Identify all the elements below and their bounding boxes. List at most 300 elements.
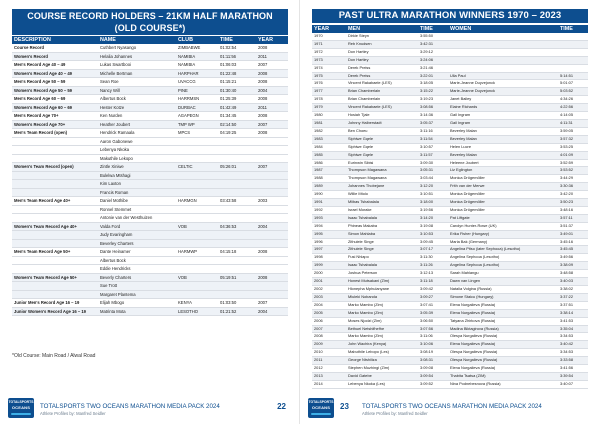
cell-women: Beverley Malan xyxy=(448,135,558,143)
cell-women xyxy=(448,56,558,64)
cell-men-time: 3:19:56 xyxy=(418,206,448,214)
cell-women: Monica Drögemöller xyxy=(448,191,558,199)
cell-men: Mluleki Nobanda xyxy=(346,293,418,301)
cell-year: 1998 xyxy=(312,254,346,262)
cell-year xyxy=(256,188,288,197)
cell-men: Zithulele Singe xyxy=(346,246,418,254)
cell-time xyxy=(218,231,256,240)
cell-men-time: 3:07:56 xyxy=(418,325,448,333)
past-winners-table xyxy=(312,25,588,389)
left-title-line1: COURSE RECORD HOLDERS – 21KM HALF MARATHON xyxy=(27,11,273,21)
cell-women: Marie-Jeanne Duyvejonck xyxy=(448,88,558,96)
cell-year: 1978 xyxy=(312,96,346,104)
table-row xyxy=(312,262,588,270)
cell-men: Vincent Rakabaele (LES) xyxy=(346,80,418,88)
course-record-header-row xyxy=(12,36,288,44)
cell-time: 01:06:03 xyxy=(218,61,256,70)
cell-men-time: 3:11:30 xyxy=(418,254,448,262)
cell-year: 1996 xyxy=(312,238,346,246)
cell-men: Brian Chamberlain xyxy=(346,88,418,96)
cell-name: Makuthile Lekopo xyxy=(98,154,176,163)
cell-women-time: 3:50:23 xyxy=(558,199,588,207)
cell-time: 01:22:48 xyxy=(218,69,256,78)
cell-men-time: 3:19:23 xyxy=(418,96,448,104)
cell-time xyxy=(218,256,256,265)
cell-description: Course Record xyxy=(12,44,98,52)
cell-club xyxy=(176,146,218,155)
table-row xyxy=(312,293,588,301)
cell-year: 2010 xyxy=(312,349,346,357)
cell-men: Mabuthile Lebopo (Les) xyxy=(346,349,418,357)
cell-year: 2008 xyxy=(256,78,288,87)
cell-year: 2011 xyxy=(256,52,288,61)
footer-left xyxy=(0,394,300,424)
cell-men-time: 3:18:05 xyxy=(418,80,448,88)
cell-women: Heleene Joubert xyxy=(448,159,558,167)
cell-description xyxy=(12,231,98,240)
cell-women: Elena Nurgalieva (Russia) xyxy=(448,301,558,309)
cell-men-time: 3:19:08 xyxy=(418,222,448,230)
cell-women-time: 3:52:59 xyxy=(558,159,588,167)
cell-name: Michelle Bertman xyxy=(98,69,176,78)
cell-women: Gail Ingram xyxy=(448,112,558,120)
cell-women: Tatyana Zhirkova (Russia) xyxy=(448,317,558,325)
table-row xyxy=(12,112,288,121)
cell-men: Phineas Makaba xyxy=(346,222,418,230)
course-record-body xyxy=(12,44,288,316)
cell-men-time: 3:11:06 xyxy=(418,333,448,341)
table-row xyxy=(312,301,588,309)
cell-club xyxy=(176,265,218,274)
table-row xyxy=(12,171,288,180)
cell-men: Ben Choeu xyxy=(346,127,418,135)
cell-name: Valda Ford xyxy=(98,222,176,231)
table-row xyxy=(312,214,588,222)
cell-men: Stephen Muzhingi (Zim) xyxy=(346,365,418,373)
cell-year: 2002 xyxy=(312,286,346,294)
cell-men-time: 3:06:50 xyxy=(418,317,448,325)
cell-name: Albertus Bock xyxy=(98,95,176,104)
table-row xyxy=(12,120,288,129)
cell-year: 1973 xyxy=(312,56,346,64)
cell-year: 1992 xyxy=(312,206,346,214)
table-row xyxy=(312,56,588,64)
cell-description xyxy=(12,205,98,214)
table-row xyxy=(12,290,288,299)
cell-women-time: 4:14:05 xyxy=(558,112,588,120)
cell-men: Siphiwe Gqele xyxy=(346,135,418,143)
cell-year: 1971 xyxy=(312,40,346,48)
table-row xyxy=(12,154,288,163)
table-row xyxy=(12,78,288,87)
cell-club xyxy=(176,239,218,248)
cell-women-time: 4:01:09 xyxy=(558,151,588,159)
cell-name: Sean Roe xyxy=(98,78,176,87)
cell-description: Men's Record Age 70+ xyxy=(12,112,98,121)
table-row xyxy=(312,325,588,333)
cell-women-time: 3:51:37 xyxy=(558,222,588,230)
cell-men: Vincent Rakabaele (LES) xyxy=(346,104,418,112)
cell-men-time: 3:14:36 xyxy=(418,112,448,120)
table-row xyxy=(312,286,588,294)
cell-women: Monica Drögemöller xyxy=(448,206,558,214)
cell-women: Madina Biktagirova (Russia) xyxy=(448,325,558,333)
cell-name: Dante Heinamer xyxy=(98,248,176,257)
cell-name: Hester Kotze xyxy=(98,103,176,112)
cell-year: 1993 xyxy=(312,214,346,222)
cell-men-time: 3:07:41 xyxy=(418,301,448,309)
cell-year: 1970 xyxy=(312,33,346,40)
cell-women-time: 3:39:54 xyxy=(558,372,588,380)
wave-icon xyxy=(311,413,331,415)
cell-women: Dawn van Lingen xyxy=(448,278,558,286)
cell-description: Women's Record xyxy=(12,52,98,61)
cell-name: Nancy Will xyxy=(98,86,176,95)
cell-women-time: 3:53:25 xyxy=(558,143,588,151)
cell-year: 1982 xyxy=(312,127,346,135)
cell-club xyxy=(176,180,218,189)
cell-club: VOB xyxy=(176,273,218,282)
cell-club: CELTIC xyxy=(176,163,218,172)
cell-women: Marie-Jeanne Duyvejonck xyxy=(448,80,558,88)
cell-men-time: 3:21:46 xyxy=(418,64,448,72)
cell-women-time: 3:42:20 xyxy=(558,191,588,199)
cell-men: Lebenya Nkoka (Les) xyxy=(346,380,418,388)
cell-women-time: 3:49:01 xyxy=(558,230,588,238)
cell-time: 01:02:54 xyxy=(218,44,256,52)
cell-club: TMP WP xyxy=(176,120,218,129)
table-row xyxy=(312,222,588,230)
cell-time xyxy=(218,282,256,291)
cell-men: Honest Mutsakani (Zim) xyxy=(346,278,418,286)
cell-men-time: 3:09:52 xyxy=(418,380,448,388)
cell-men-time: 3:11:18 xyxy=(418,278,448,286)
cell-year: 1987 xyxy=(312,167,346,175)
cell-men-time: 3:09:54 xyxy=(418,372,448,380)
cell-description xyxy=(12,171,98,180)
cell-description xyxy=(12,282,98,291)
cell-year: 1986 xyxy=(312,159,346,167)
right-title-banner: PAST ULTRA MARATHON WINNERS 1970 – 2023 xyxy=(312,9,588,23)
cell-description: Women's Record Age 60 – 69 xyxy=(12,103,98,112)
cell-year: 2007 xyxy=(312,325,346,333)
cell-women-time: 4:11:31 xyxy=(558,119,588,127)
cell-time: 01:30:40 xyxy=(218,86,256,95)
cell-time xyxy=(218,239,256,248)
cell-club: HARRMSN xyxy=(176,95,218,104)
cell-men: Simon Mahlaba xyxy=(346,230,418,238)
cell-men: Siphiwe Gqele xyxy=(346,151,418,159)
cell-women-time: 3:37:51 xyxy=(558,301,588,309)
cell-name: Beverly Charters xyxy=(98,273,176,282)
cell-description xyxy=(12,290,98,299)
cell-description xyxy=(12,154,98,163)
cell-club: KENYA xyxy=(176,299,218,308)
cell-men: Derek Preiss xyxy=(346,64,418,72)
wave-icon xyxy=(11,413,31,415)
cell-women: Thabita Tsatsa (ZIM) xyxy=(448,372,558,380)
cell-description: Men's Record Age 40 – 49 xyxy=(12,61,98,70)
cell-women-time: 3:38:02 xyxy=(558,286,588,294)
cell-women: Helen Lucre xyxy=(448,143,558,151)
footer-right xyxy=(300,394,600,424)
cell-women-time: 3:40:07 xyxy=(558,380,588,388)
footer-subtitle: Athlete Profiles by: Manfred Seidler xyxy=(362,411,428,416)
table-row xyxy=(312,270,588,278)
cell-club xyxy=(176,205,218,214)
cell-year xyxy=(256,214,288,223)
cell-women: Angelina Sephooa (Lesotho) xyxy=(448,262,558,270)
cell-men-time: 3:09:42 xyxy=(418,286,448,294)
table-row xyxy=(312,40,588,48)
cell-name: Lebenya Nkoka xyxy=(98,146,176,155)
cell-men-time: 3:03:44 xyxy=(418,175,448,183)
cell-year: 2006 xyxy=(312,317,346,325)
table-row xyxy=(12,239,288,248)
cell-women: Ulla Paul xyxy=(448,72,558,80)
cell-description xyxy=(12,256,98,265)
table-row xyxy=(312,80,588,88)
cell-name: Elijah Mbogo xyxy=(98,299,176,308)
cell-year: 2003 xyxy=(256,197,288,206)
cell-women xyxy=(448,40,558,48)
cell-name: Margaret Plantema xyxy=(98,290,176,299)
table-row xyxy=(312,33,588,40)
cell-description xyxy=(12,188,98,197)
cell-year: 2012 xyxy=(312,365,346,373)
cell-men-time: 3:12:13 xyxy=(418,270,448,278)
cell-club xyxy=(176,290,218,299)
table-row xyxy=(312,112,588,120)
cell-description: Junior Men's Record Age 16 – 19 xyxy=(12,299,98,308)
cell-men: Johannes Thobejane xyxy=(346,183,418,191)
cell-women-time: 3:59:05 xyxy=(558,127,588,135)
cell-women-time: 3:38:09 xyxy=(558,262,588,270)
cell-men-time: 3:24:06 xyxy=(418,56,448,64)
column-header: WOMEN xyxy=(448,25,558,33)
cell-year: 2007 xyxy=(256,163,288,172)
cell-club xyxy=(176,282,218,291)
cell-year: 2005 xyxy=(312,309,346,317)
cell-description: Men's Team Record Age 50+ xyxy=(12,248,98,257)
cell-time: 01:25:39 xyxy=(218,95,256,104)
cell-men: Moses Njodzi (Zim) xyxy=(346,317,418,325)
cell-men: Don Hartley xyxy=(346,48,418,56)
cell-men: Marko Mambo (Zim) xyxy=(346,333,418,341)
footer-title: TOTALSPORTS TWO OCEANS MARATHON MEDIA PACK 2024 xyxy=(40,403,220,410)
cell-time: 01:15:21 xyxy=(218,78,256,87)
cell-women-time: 3:45:45 xyxy=(558,246,588,254)
cell-year: 2004 xyxy=(312,301,346,309)
table-row xyxy=(12,137,288,146)
cell-year: 2011 xyxy=(256,103,288,112)
cell-men: Hlonepha Mphulanyane xyxy=(346,286,418,294)
cell-club: HARPHAR xyxy=(176,69,218,78)
cell-time: 01:34:45 xyxy=(218,112,256,121)
cell-year xyxy=(256,265,288,274)
cell-men-time: 3:09:08 xyxy=(418,365,448,373)
cell-description: Women's Record Age 40 – 49 xyxy=(12,69,98,78)
cell-year: 1975 xyxy=(312,72,346,80)
cell-description xyxy=(12,146,98,155)
cell-women-time: 3:57:11 xyxy=(558,214,588,222)
cell-men-time: 3:11:57 xyxy=(418,151,448,159)
page-number: 22 xyxy=(277,402,286,411)
cell-women: Olesya Nurgalieva (Russia) xyxy=(448,349,558,357)
cell-women: Sarah Mahlangu xyxy=(448,270,558,278)
cell-year: 1988 xyxy=(312,175,346,183)
cell-description xyxy=(12,214,98,223)
cell-club: MPCS xyxy=(176,129,218,138)
cell-time: 05:26:01 xyxy=(218,163,256,172)
cell-club xyxy=(176,188,218,197)
table-row xyxy=(12,188,288,197)
cell-year: 1994 xyxy=(312,222,346,230)
cell-women-time: 3:33:58 xyxy=(558,357,588,365)
cell-men-time: 3:14:20 xyxy=(418,214,448,222)
cell-year: 2008 xyxy=(256,112,288,121)
cell-year: 2003 xyxy=(312,293,346,301)
table-row xyxy=(312,119,588,127)
cell-men-time: 3:08:56 xyxy=(418,104,448,112)
table-row xyxy=(312,167,588,175)
cell-women-time: 4:34:26 xyxy=(558,96,588,104)
cell-men-time: 3:12:20 xyxy=(418,183,448,191)
cell-name: Ken Nurden xyxy=(98,112,176,121)
cell-women: Angelina Sephooa (Lesotho) xyxy=(448,254,558,262)
cell-men: Mlibas Tshabalala xyxy=(346,199,418,207)
cell-men: Bethuel Netshifhefhe xyxy=(346,325,418,333)
cell-men: Siphiwe Gqele xyxy=(346,143,418,151)
cell-women-time: 3:41:56 xyxy=(558,365,588,373)
cell-name: Francis Roman xyxy=(98,188,176,197)
column-header: NAME xyxy=(98,36,176,44)
cell-men-time: 3:10:53 xyxy=(418,230,448,238)
cell-name: Ronnel Stemmet xyxy=(98,205,176,214)
cell-year: 2008 xyxy=(256,129,288,138)
cell-men: Zithulele Singe xyxy=(346,238,418,246)
cell-women-time: 3:41:53 xyxy=(558,317,588,325)
cell-name: Aaron Gabonewe xyxy=(98,137,176,146)
cell-women-time: 5:14:51 xyxy=(558,72,588,80)
table-row xyxy=(12,129,288,138)
cell-women-time: 4:22:56 xyxy=(558,104,588,112)
course-record-table xyxy=(12,36,288,316)
cell-description: Men's Record Age 60 – 69 xyxy=(12,95,98,104)
cell-year xyxy=(256,205,288,214)
cell-time: 03:43:58 xyxy=(218,197,256,206)
cell-men: Thompson Magawana xyxy=(346,175,418,183)
table-row xyxy=(312,365,588,373)
cell-men-time: 3:10:57 xyxy=(418,143,448,151)
cell-men: Fusi Nhlapo xyxy=(346,254,418,262)
cell-name: Lukas Swartbooi xyxy=(98,61,176,70)
cell-women: Maria Bak (Germany) xyxy=(448,238,558,246)
cell-club xyxy=(176,231,218,240)
cell-time: 04:36:53 xyxy=(218,222,256,231)
cell-time xyxy=(218,171,256,180)
cell-year: 2013 xyxy=(312,372,346,380)
cell-club xyxy=(176,214,218,223)
cell-year: 1989 xyxy=(312,183,346,191)
cell-time xyxy=(218,290,256,299)
cell-name: Albertus Bock xyxy=(98,256,176,265)
cell-description: Women's Record Age 70+ xyxy=(12,120,98,129)
cell-description xyxy=(12,239,98,248)
cell-women: Erika Fisher (Hungary) xyxy=(448,230,558,238)
cell-men: Don Hartley xyxy=(346,56,418,64)
table-row xyxy=(312,127,588,135)
cell-time: 04:15:18 xyxy=(218,248,256,257)
cell-club: LESOTHO xyxy=(176,307,218,316)
cell-club: NAMIBIA xyxy=(176,52,218,61)
cell-women-time: 3:48:16 xyxy=(558,206,588,214)
cell-name: Hendrick Ramaala xyxy=(98,129,176,138)
cell-club xyxy=(176,154,218,163)
cell-year: 2014 xyxy=(312,380,346,388)
table-row xyxy=(12,205,288,214)
table-row xyxy=(312,199,588,207)
cell-description xyxy=(12,137,98,146)
page-number: 23 xyxy=(340,402,349,411)
table-row xyxy=(312,104,588,112)
cell-description: Women's Team Record (open) xyxy=(12,163,98,172)
table-row xyxy=(12,197,288,206)
table-row xyxy=(12,52,288,61)
cell-women-time xyxy=(558,48,588,56)
table-row xyxy=(312,143,588,151)
cell-men: Marko Mambo (Zim) xyxy=(346,301,418,309)
cell-women: Gail Ingram xyxy=(448,119,558,127)
cell-time xyxy=(218,205,256,214)
cell-time: 05:19:51 xyxy=(218,273,256,282)
cell-year xyxy=(256,239,288,248)
cell-club: DURBAC xyxy=(176,103,218,112)
two-oceans-logo: TOTALSPORTS OCEANS xyxy=(308,398,334,418)
cell-men: David Gatebe xyxy=(346,372,418,380)
table-row xyxy=(12,69,288,78)
table-row xyxy=(312,183,588,191)
cell-club: HARMWP xyxy=(176,248,218,257)
table-row xyxy=(312,48,588,56)
cell-time: 02:14:50 xyxy=(218,120,256,129)
cell-women: Elaine Richards xyxy=(448,104,558,112)
cell-men: John Wachira (Kenya) xyxy=(346,341,418,349)
cell-women-time: 3:38:14 xyxy=(558,309,588,317)
cell-women-time: 3:30:36 xyxy=(558,183,588,191)
cell-description: Men's Team Record (open) xyxy=(12,129,98,138)
column-header: DESCRIPTION xyxy=(12,36,98,44)
cell-club xyxy=(176,256,218,265)
cell-club: PINE xyxy=(176,86,218,95)
cell-name: Helalia Johannes xyxy=(98,52,176,61)
cell-women: Janet Bailey xyxy=(448,96,558,104)
cell-men-time: 3:55:50 xyxy=(418,33,448,40)
table-row xyxy=(312,333,588,341)
cell-men: Willie Mtolo xyxy=(346,191,418,199)
cell-men: George Ntshiliza xyxy=(346,357,418,365)
cell-women-time: 3:48:58 xyxy=(558,270,588,278)
cell-men-time: 3:09:45 xyxy=(418,238,448,246)
cell-men-time: 3:15:22 xyxy=(418,88,448,96)
cell-women: Nina Podnebesnova (Russia) xyxy=(448,380,558,388)
table-row xyxy=(12,61,288,70)
cell-women: Olesya Nurgalieva (Russia) xyxy=(448,357,558,365)
cell-name: Judy Evaringham xyxy=(98,231,176,240)
cell-women: Monica Drögemöller xyxy=(448,199,558,207)
cell-year xyxy=(256,146,288,155)
table-row xyxy=(12,44,288,52)
